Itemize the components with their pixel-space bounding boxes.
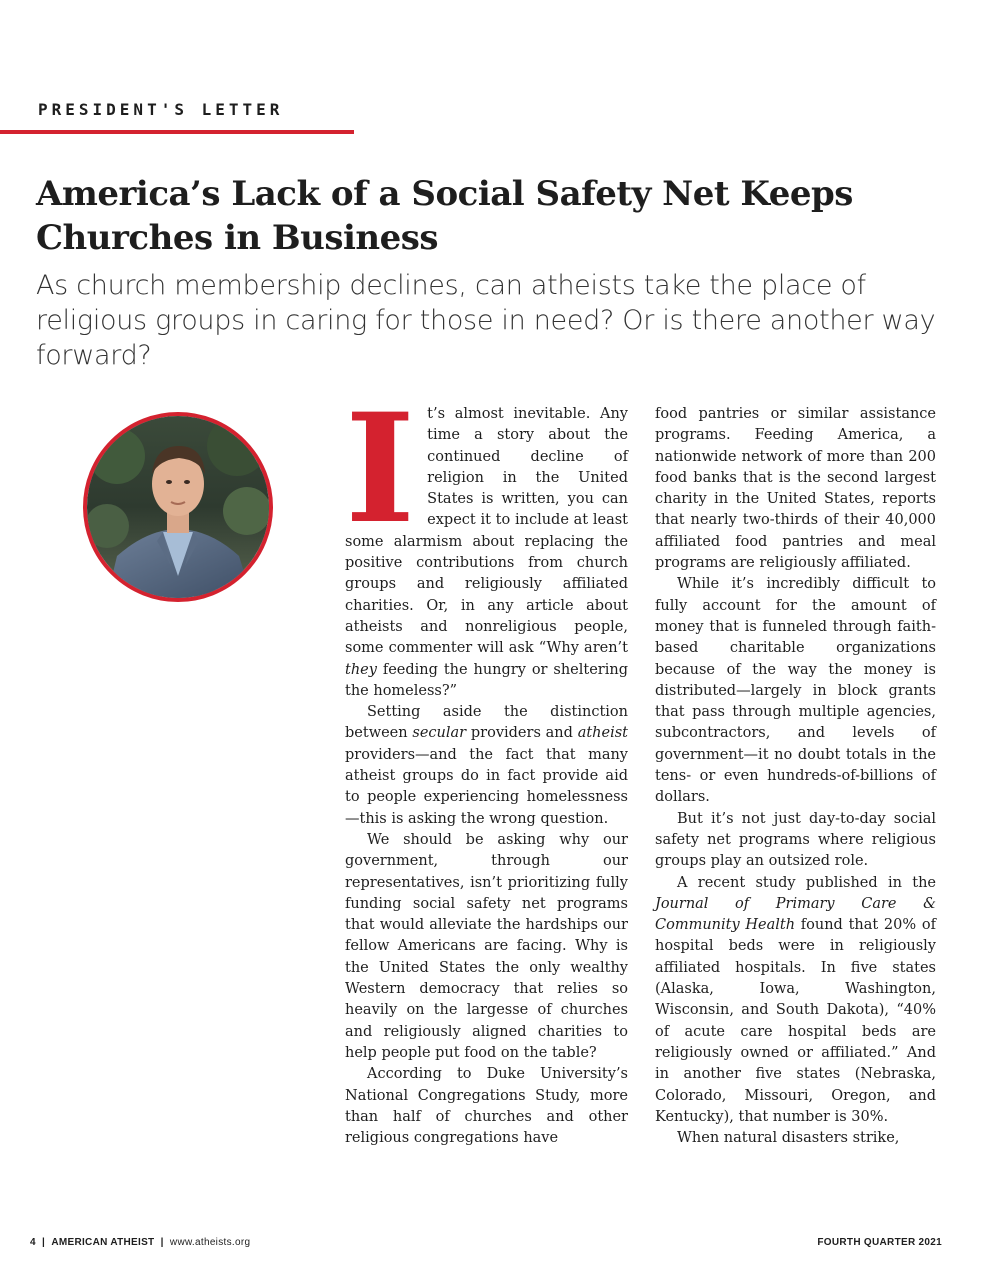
article-column-2 bbox=[655, 404, 936, 1149]
drop-cap: I bbox=[345, 381, 416, 557]
author-portrait bbox=[83, 412, 273, 602]
footer-separator: | bbox=[42, 1237, 46, 1248]
paragraph: When natural disasters strike, bbox=[677, 1130, 900, 1147]
paragraph: We should be asking why our government, through our representatives, isn’t prioritizing fully funding social safety net programs that would alleviate the hardships our fellow Americans are facing. Why is the United States the only wealthy Western democracy that relies so heavily on the largesse of churches and religiously aligned charities to help people put food on the table? bbox=[345, 831, 628, 1061]
paragraph: According to Duke University’s National Congregations Study, more than half of churches and other religious congregations have bbox=[345, 1066, 628, 1147]
website-link[interactable]: www.atheists.org bbox=[169, 1237, 251, 1248]
paragraph: A recent study published in the Journal of Primary Care & Community Health found that 20% of hospital beds were in religiously affiliated hospitals. In five states (Alaska, Iowa, Washington, Wisconsin, and South Dakota), “40% of acute care hospital beds are religiously owned or affiliated.” And in another five states (Nebraska, Colorado, Missouri, Oregon, and Kentucky), that number is 30%. bbox=[655, 874, 936, 1125]
paragraph: While it’s incredibly difficult to fully account for the amount of money that is funneled through faith-based charitable organizations because of the way the money is distributed—largely in block grants that pass through multiple agencies, subcontractors, and levels of government—it no doubt totals in the tens- or even hundreds-of-billions of dollars. bbox=[655, 576, 936, 806]
section-rule bbox=[0, 130, 354, 134]
page-number: 4 bbox=[30, 1237, 36, 1248]
article-subtitle: As church membership declines, can atheists take the place of religious groups in caring for those in need? Or is there another way forward? bbox=[36, 270, 936, 371]
article-title: America’s Lack of a Social Safety Net Keeps Churches in Business bbox=[36, 174, 853, 258]
author-portrait-image bbox=[87, 416, 269, 598]
paragraph: But it’s not just day-to-day social safety net programs where religious groups play an outsized role. bbox=[655, 810, 936, 870]
paragraph: Setting aside the distinction between secular providers and atheist providers—and the fact that many atheist groups do in fact provide aid to people experiencing homelessness—this is asking the wrong question. bbox=[345, 704, 628, 827]
issue-label: FOURTH QUARTER 2021 bbox=[817, 1237, 942, 1248]
footer-left bbox=[30, 1237, 250, 1248]
footer-separator: | bbox=[160, 1237, 164, 1248]
article-column-1 bbox=[345, 381, 628, 1149]
paragraph: It’s almost inevitable. Any time a story about the continued decline of religion in the United States is written, you can expect it to include at least some alarmism about replacing the positive contributions from church groups and religiously affiliated charities. Or, in any article about atheists and nonreligious people, some commenter will ask “Why aren’t they feeding the hungry or sheltering the homeless?” bbox=[345, 381, 628, 699]
paragraph: food pantries or similar assistance programs. Feeding America, a nationwide network of more than 200 food banks that is the second largest charity in the United States, reports that nearly two-thirds of their 40,000 affiliated food pantries and meal programs are religiously affiliated. bbox=[655, 406, 936, 572]
magazine-name: AMERICAN ATHEIST bbox=[51, 1237, 155, 1248]
section-label: PRESIDENT'S LETTER bbox=[38, 100, 284, 119]
